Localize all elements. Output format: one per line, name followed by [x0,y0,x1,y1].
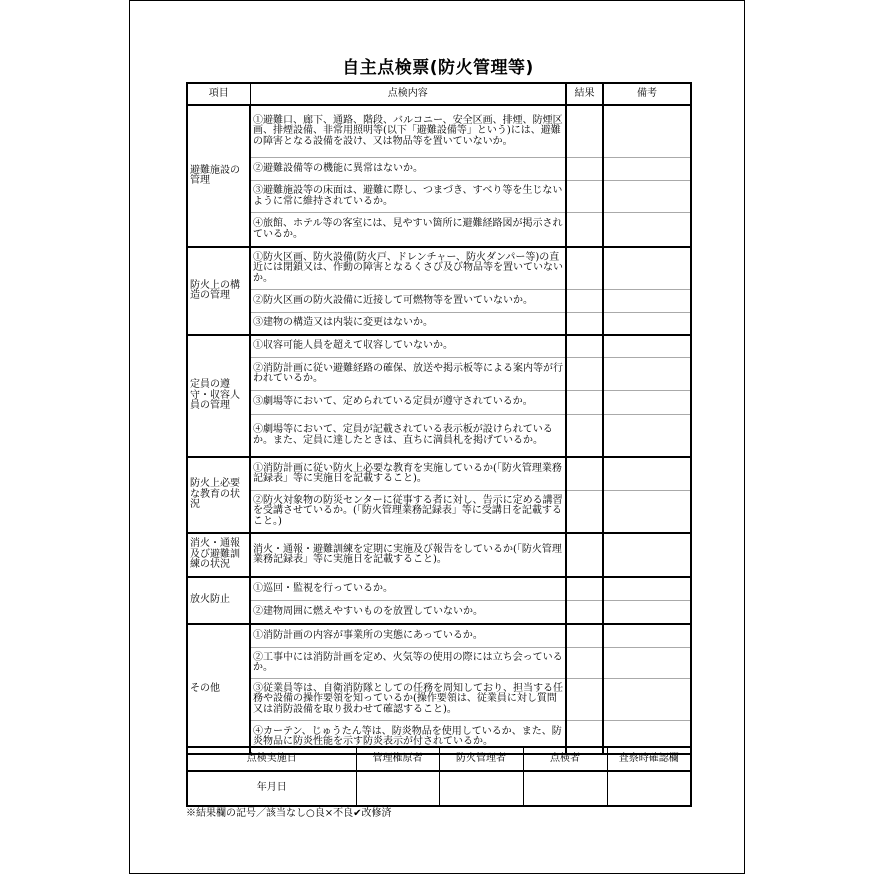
table-row [187,181,691,213]
check-item: ③建物の構造又は内装に変更はないか。 [250,313,566,336]
result-cell[interactable] [566,533,603,577]
remarks-cell[interactable] [603,624,691,648]
header-remarks: 備考 [603,83,691,105]
result-cell[interactable] [566,358,603,391]
result-cell[interactable] [566,247,603,290]
result-cell[interactable] [566,290,603,313]
remarks-cell[interactable] [603,415,691,458]
remarks-cell[interactable] [603,577,691,601]
table-row [187,313,691,336]
audit-field[interactable] [607,771,691,806]
table-row [187,648,691,679]
header-result: 結果 [566,83,603,105]
table-row [187,415,691,458]
section-label: 定員の遵守・収容人員の管理 [187,335,250,457]
signature-header-row [187,747,691,771]
remarks-cell[interactable] [603,335,691,358]
check-item: ①消防計画の内容が事業所の実態にあっているか。 [250,624,566,648]
remarks-cell[interactable] [603,391,691,415]
remarks-cell[interactable] [603,158,691,181]
table-row [187,491,691,534]
table-row [187,679,691,721]
remarks-cell[interactable] [603,181,691,213]
result-cell[interactable] [566,679,603,721]
remarks-cell[interactable] [603,601,691,625]
result-cell[interactable] [566,415,603,458]
remarks-cell[interactable] [603,679,691,721]
remarks-cell[interactable] [603,105,691,158]
check-item: ②防火区画の防火設備に近接して可燃物等を置いていないか。 [250,290,566,313]
check-item: ④カーテン、じゅうたん等は、防炎物品を使用しているか、また、防炎物品に防炎性能を示す防炎表示が付されているか。 [250,721,566,755]
fire-manager-field[interactable] [439,771,523,806]
remarks-cell[interactable] [603,313,691,336]
table-header-row [187,83,691,105]
check-item: ③従業員等は、自衛消防隊としての任務を周知しており、担当する任務や設備の操作要領を知っているか(操作要領は、従業員に対し質問又は消防設備を取り扱わせて確認すること)。 [250,679,566,721]
result-cell[interactable] [566,624,603,648]
check-item: ②防火対象物の防災センターに従事する者に対し、告示に定める講習を受講させているか。(「防火管理業務記録表」等に受講日を記載すること。) [250,491,566,534]
header-item: 項目 [187,83,250,105]
footer-header-fire-manager: 防火管理者 [439,747,523,771]
result-cell[interactable] [566,105,603,158]
table-row [187,577,691,601]
header-content: 点検内容 [250,83,566,105]
date-field[interactable]: 年月日 [187,771,356,806]
result-cell[interactable] [566,391,603,415]
remarks-cell[interactable] [603,247,691,290]
result-cell[interactable] [566,181,603,213]
table-row [187,213,691,248]
result-cell[interactable] [566,158,603,181]
check-item: ③避難施設等の床面は、避難に際し、つまづき、すべり等を生じないように常に維持されているか。 [250,181,566,213]
result-cell[interactable] [566,457,603,491]
table-row [187,601,691,625]
table-row [187,624,691,648]
table-row [187,105,691,158]
check-item: ①収容可能人員を超えて収容していないか。 [250,335,566,358]
signature-value-row [187,771,691,806]
check-item: ④旅館、ホテル等の客室には、見やすい箇所に避難経路図が掲示されているか。 [250,213,566,248]
inspection-table [186,82,692,755]
section-label: その他 [187,624,250,754]
section-label: 放火防止 [187,577,250,624]
remarks-cell[interactable] [603,648,691,679]
check-item: ④劇場等において、定員が記載されている表示板が設けられているか。また、定員に達したときは、直ちに満員札を掲げているか。 [250,415,566,458]
result-cell[interactable] [566,491,603,534]
page-title: 自主点検票(防火管理等) [342,58,534,78]
footer-header-owner: 管理権原者 [356,747,439,771]
footer-header-inspector: 点検者 [523,747,607,771]
check-item: ②工事中には消防計画を定め、火気等の使用の際には立ち会っているか。 [250,648,566,679]
remarks-cell[interactable] [603,457,691,491]
table-row [187,290,691,313]
check-item: ②避難設備等の機能に異常はないか。 [250,158,566,181]
result-cell[interactable] [566,648,603,679]
remarks-cell[interactable] [603,533,691,577]
section-label: 消火・通報及び避難訓練の状況 [187,533,250,577]
check-item: ①避難口、廊下、通路、階段、バルコニー、安全区画、排煙、防煙区画、排煙設備、非常用照明等(以下「避難設備等」という)には、避難の障害となる設備を設け、又は物品等を置いていないか。 [250,105,566,158]
remarks-cell[interactable] [603,358,691,391]
remarks-cell[interactable] [603,290,691,313]
check-item: ①消防計画に従い防火上必要な教育を実施しているか(「防火管理業務記録表」等に実施日を記載すること)。 [250,457,566,491]
table-row [187,247,691,290]
owner-field[interactable] [356,771,439,806]
check-item: ②建物周囲に燃えやすいものを放置していないか。 [250,601,566,625]
legend-note: ※結果欄の記号／該当なし○良×不良✔改修済 [186,808,392,819]
result-cell[interactable] [566,213,603,248]
footer-header-audit: 査察時確認欄 [607,747,691,771]
result-cell[interactable] [566,335,603,358]
section-label: 避難施設の管理 [187,105,250,247]
result-cell[interactable] [566,313,603,336]
table-row [187,391,691,415]
remarks-cell[interactable] [603,491,691,534]
signature-table [186,746,692,807]
table-row [187,335,691,358]
remarks-cell[interactable] [603,213,691,248]
table-row [187,358,691,391]
result-cell[interactable] [566,601,603,625]
section-label: 防火上の構造の管理 [187,247,250,335]
check-item: ②消防計画に従い避難経路の確保、放送や掲示板等による案内等が行われているか。 [250,358,566,391]
inspector-field[interactable] [523,771,607,806]
footer-header-date: 点検実施日 [187,747,356,771]
table-row [187,158,691,181]
check-item: ①巡回・監視を行っているか。 [250,577,566,601]
check-item: ③劇場等において、定められている定員が遵守されているか。 [250,391,566,415]
check-item: 消火・通報・避難訓練を定期に実施及び報告をしているか(「防火管理業務記録表」等に実施日を記載すること)。 [250,533,566,577]
result-cell[interactable] [566,577,603,601]
check-item: ①防火区画、防火設備(防火戸、ドレンチャー、防火ダンパー等)の直近には閉鎖又は、作動の障害となるくさび及び物品等を置いていないか。 [250,247,566,290]
table-row [187,533,691,577]
section-label: 防火上必要な教育の状況 [187,457,250,533]
table-row [187,457,691,491]
